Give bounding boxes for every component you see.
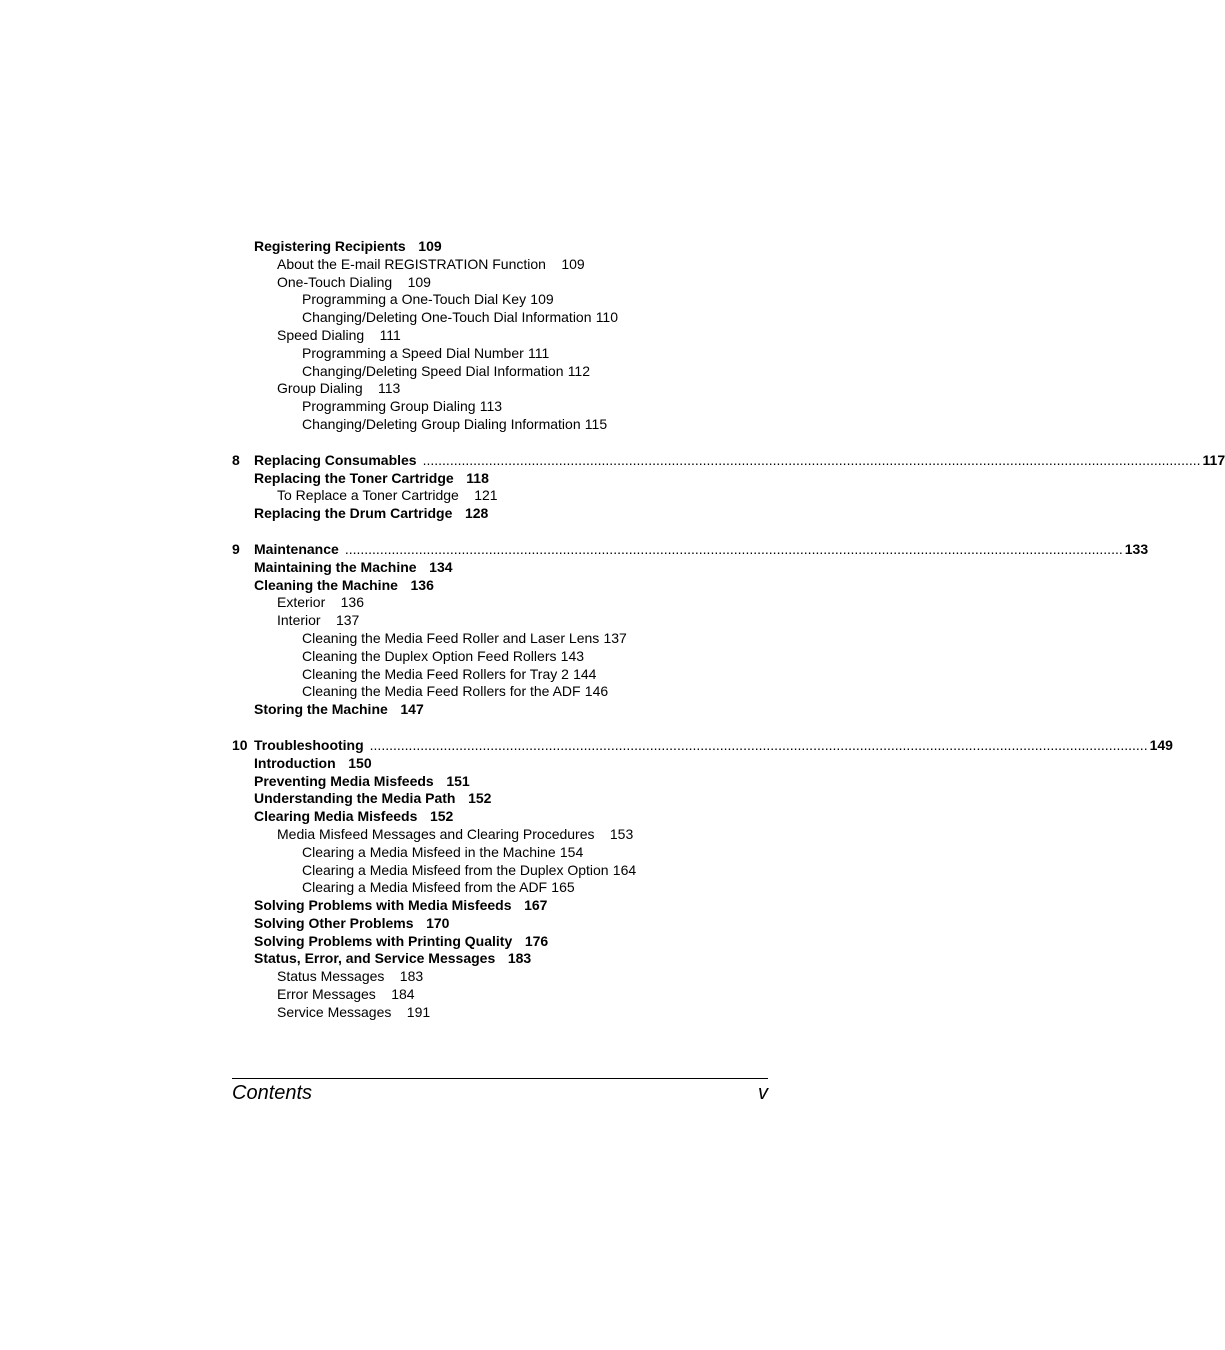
toc-entry-level-3[interactable]: [232, 345, 768, 363]
toc-entry-level-3[interactable]: [232, 398, 768, 416]
dot-leader: ........................................................................................................................................................................................................: [422, 451, 1201, 468]
toc-entry-level-2[interactable]: [232, 380, 768, 398]
footer-divider: [232, 1078, 768, 1079]
footer-title: Contents: [232, 1082, 313, 1104]
toc-entry-level-3[interactable]: [232, 291, 768, 309]
toc-entry-level-3[interactable]: [232, 309, 768, 327]
toc-entry-level-1[interactable]: [232, 933, 768, 951]
toc-entry-level-1[interactable]: [232, 790, 768, 808]
entry-page-number: 151: [446, 772, 470, 789]
entry-page-number: 109: [407, 273, 431, 290]
entry-title: Changing/Deleting Group Dialing Information: [302, 415, 581, 432]
dot-leader: ........................................................................................................................................................................................................: [369, 736, 1148, 753]
entry-title: Media Misfeed Messages and Clearing Procedures: [277, 825, 595, 842]
toc-entry-level-1[interactable]: [232, 701, 768, 719]
chapter-title: Maintenance: [254, 540, 339, 557]
toc-chapter-entry[interactable]: [232, 736, 1173, 755]
entry-title: Status, Error, and Service Messages: [254, 950, 496, 967]
toc-entry-level-2[interactable]: [232, 1004, 768, 1022]
entry-title: Cleaning the Media Feed Rollers for Tray 2: [302, 665, 569, 682]
toc-entry-level-2[interactable]: [232, 594, 768, 612]
entry-page-number: 165: [551, 879, 575, 896]
entry-page-number: 176: [524, 932, 549, 949]
chapter-title: Troubleshooting: [254, 736, 364, 753]
toc-entry-level-1[interactable]: [232, 755, 768, 773]
toc-entry-level-2[interactable]: [232, 612, 768, 630]
entry-page-number: 153: [609, 825, 634, 842]
toc-entry-level-1[interactable]: [232, 577, 768, 595]
entry-page-number: 152: [468, 790, 492, 807]
entry-title: Programming a Speed Dial Number: [302, 344, 524, 361]
entry-title: Speed Dialing: [277, 326, 365, 343]
entry-page-number: 154: [559, 843, 584, 860]
dot-leader: ........................................................................................................................................................................................................: [344, 540, 1123, 557]
toc-entry-level-3[interactable]: [232, 844, 768, 862]
entry-page-number: 143: [560, 647, 585, 664]
toc-entry-level-3[interactable]: [232, 416, 768, 434]
toc-entry-level-3[interactable]: [232, 666, 768, 684]
entry-title: Programming a One-Touch Dial Key: [302, 291, 527, 308]
toc-entry-level-1[interactable]: [232, 808, 768, 826]
entry-title: Clearing a Media Misfeed from the Duplex Option: [302, 861, 609, 878]
entry-title: Cleaning the Media Feed Roller and Laser Lens: [302, 629, 600, 646]
entry-title: Cleaning the Media Feed Rollers for the ADF: [302, 683, 581, 700]
section-spacer: [232, 719, 768, 737]
chapter-page-number: 149: [1149, 736, 1173, 753]
entry-page-number: 128: [464, 505, 489, 522]
toc-entry-level-3[interactable]: [232, 879, 768, 897]
entry-page-number: 109: [418, 238, 442, 254]
entry-page-number: 191: [406, 1003, 431, 1020]
entry-page-number: 146: [584, 683, 609, 700]
entry-title: Clearing a Media Misfeed in the Machine: [302, 843, 556, 860]
entry-title: About the E-mail REGISTRATION Function: [277, 255, 546, 272]
chapter-number: 9: [232, 540, 240, 557]
toc-entry-level-3[interactable]: [232, 648, 768, 666]
entry-title: Error Messages: [277, 986, 376, 1003]
entry-title: Maintaining the Machine: [254, 558, 417, 575]
chapter-number: 10: [232, 736, 248, 753]
entry-page-number: 164: [612, 861, 637, 878]
toc-entry-level-1[interactable]: [232, 238, 768, 256]
entry-page-number: 170: [426, 914, 450, 931]
entry-title: Clearing a Media Misfeed from the ADF: [302, 879, 548, 896]
toc-chapter-entry[interactable]: [232, 540, 1149, 559]
toc-entry-level-1[interactable]: [232, 950, 768, 968]
toc-entry-level-2[interactable]: [232, 968, 768, 986]
entry-title: Programming Group Dialing: [302, 398, 476, 415]
entry-page-number: 113: [378, 380, 401, 397]
entry-page-number: 137: [603, 629, 627, 646]
entry-page-number: 115: [584, 415, 608, 432]
toc-entry-level-1[interactable]: [232, 773, 768, 791]
toc-entry-level-1[interactable]: [232, 915, 768, 933]
entry-title: Cleaning the Duplex Option Feed Rollers: [302, 647, 557, 664]
table-of-contents: [232, 238, 1225, 1022]
entry-title: Changing/Deleting Speed Dial Information: [302, 362, 564, 379]
entry-title: Group Dialing: [277, 380, 363, 397]
toc-entry-level-2[interactable]: [232, 256, 768, 274]
toc-entry-level-3[interactable]: [232, 630, 768, 648]
chapter-page-number: 117: [1202, 451, 1225, 468]
toc-entry-level-1[interactable]: [232, 559, 768, 577]
chapter-number: 8: [232, 451, 240, 468]
entry-title: Understanding the Media Path: [254, 790, 456, 807]
toc-entry-level-3[interactable]: [232, 363, 768, 381]
entry-page-number: 136: [410, 576, 434, 593]
entry-title: Introduction: [254, 754, 336, 771]
footer-page-number: v: [758, 1082, 768, 1104]
entry-page-number: 136: [340, 594, 364, 611]
entry-page-number: 113: [479, 398, 503, 415]
entry-page-number: 152: [429, 808, 454, 825]
entry-page-number: 109: [530, 291, 554, 308]
toc-entry-level-2[interactable]: [232, 826, 768, 844]
entry-page-number: 134: [429, 558, 453, 575]
toc-entry-level-1[interactable]: [232, 505, 768, 523]
entry-page-number: 137: [335, 612, 360, 629]
entry-title: Status Messages: [277, 968, 385, 985]
toc-entry-level-3[interactable]: [232, 862, 768, 880]
entry-page-number: 184: [391, 986, 415, 1003]
entry-title: Solving Problems with Media Misfeeds: [254, 897, 512, 914]
entry-page-number: 118: [466, 469, 489, 486]
entry-page-number: 121: [474, 487, 498, 504]
entry-title: Solving Other Problems: [254, 914, 414, 931]
entry-title: Clearing Media Misfeeds: [254, 808, 418, 825]
entry-title: To Replace a Toner Cartridge: [277, 487, 459, 504]
toc-entry-level-2[interactable]: [232, 986, 768, 1004]
toc-chapter-entry[interactable]: [232, 451, 1225, 470]
entry-page-number: 167: [524, 897, 548, 914]
entry-page-number: 109: [561, 255, 585, 272]
entry-page-number: 183: [507, 950, 532, 967]
toc-entry-level-3[interactable]: [232, 683, 768, 701]
entry-page-number: 110: [595, 309, 619, 326]
entry-title: Changing/Deleting One-Touch Dial Information: [302, 309, 592, 326]
entry-title: Registering Recipients: [254, 238, 406, 254]
entry-title: Solving Problems with Printing Quality: [254, 932, 513, 949]
entry-page-number: 112: [567, 362, 591, 379]
entry-title: Exterior: [277, 594, 326, 611]
entry-page-number: 111: [379, 326, 401, 343]
entry-page-number: 111: [527, 344, 550, 361]
entry-title: Replacing the Drum Cartridge: [254, 505, 453, 522]
entry-title: Interior: [277, 612, 321, 629]
section-spacer: [232, 523, 768, 541]
toc-entry-level-2[interactable]: [232, 327, 768, 345]
entry-page-number: 150: [348, 754, 372, 771]
entry-page-number: 144: [573, 665, 597, 682]
entry-title: Service Messages: [277, 1003, 392, 1020]
entry-title: Replacing the Toner Cartridge: [254, 469, 454, 486]
chapter-title: Replacing Consumables: [254, 451, 417, 468]
entry-title: Cleaning the Machine: [254, 576, 398, 593]
toc-entry-level-2[interactable]: [232, 487, 768, 505]
toc-entry-level-1[interactable]: [232, 470, 768, 488]
section-spacer: [232, 434, 768, 452]
toc-entry-level-1[interactable]: [232, 897, 768, 915]
entry-title: One-Touch Dialing: [277, 273, 393, 290]
entry-page-number: 183: [399, 968, 424, 985]
chapter-page-number: 133: [1124, 540, 1149, 557]
entry-title: Preventing Media Misfeeds: [254, 772, 434, 789]
entry-page-number: 147: [400, 701, 424, 718]
entry-title: Storing the Machine: [254, 701, 388, 718]
toc-entry-level-2[interactable]: [232, 274, 768, 292]
